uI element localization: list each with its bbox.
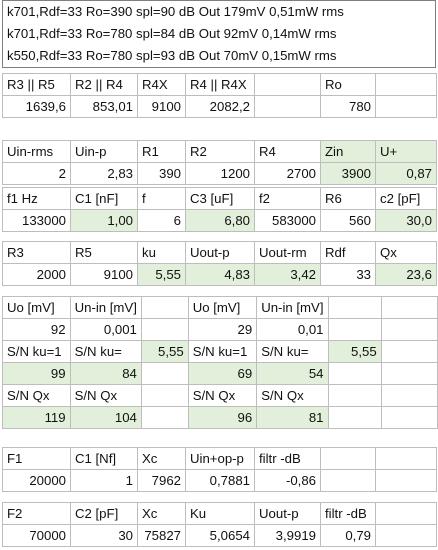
cell[interactable]: R3 [3,242,71,264]
table-row [3,297,438,319]
cell[interactable]: S/N Qx [3,385,71,407]
cell[interactable] [255,74,321,96]
cell[interactable]: 0,7881 [186,470,255,492]
table-row [3,242,437,264]
cell[interactable]: 7962 [138,470,186,492]
cell[interactable]: 5,0654 [186,525,255,547]
cell[interactable]: 3,9919 [255,525,321,547]
cell[interactable]: Uout-p [186,242,255,264]
cell[interactable]: 4,83 [186,264,255,286]
cell[interactable]: filtr -dB [321,503,376,525]
cell[interactable]: S/N ku=1 [3,341,71,363]
cell[interactable]: 30 [71,525,138,547]
cell[interactable]: 92 [3,319,71,341]
cell[interactable]: 70000 [3,525,71,547]
cell[interactable] [381,297,437,319]
cell[interactable]: U+ [376,141,437,163]
cell[interactable]: S/N Qx [188,385,257,407]
table-gain [2,241,437,286]
cell[interactable]: R1 [138,141,186,163]
cell[interactable] [381,319,437,341]
cell[interactable]: 2700 [255,163,321,185]
cell[interactable] [381,385,437,407]
cell[interactable]: F2 [3,503,71,525]
cell[interactable] [141,407,188,429]
table-row [3,525,437,547]
table-row [3,264,437,286]
cell[interactable]: 6 [138,210,186,232]
cell[interactable] [141,319,188,341]
cell[interactable]: -0,86 [255,470,321,492]
cell[interactable]: R3 || R5 [3,74,71,96]
cell[interactable]: f [138,188,186,210]
cell[interactable]: R4 [255,141,321,163]
table-row [3,407,438,429]
cell[interactable]: 3,42 [255,264,321,286]
cell[interactable]: 33 [321,264,376,286]
cell[interactable]: R6 [321,188,376,210]
table-row [3,141,437,163]
cell[interactable]: 9100 [138,96,186,118]
text-line-3[interactable]: k550,Rdf=33 Ro=780 spl=93 dB Out 70mV 0,15mW rms [7,48,337,63]
cell[interactable]: 119 [3,407,71,429]
cell[interactable]: S/N ku= [257,341,328,363]
table-row [3,74,437,96]
cell[interactable]: Uo [mV] [3,297,71,319]
cell[interactable]: Xc [138,503,186,525]
cell[interactable]: R5 [71,242,138,264]
cell[interactable]: Qx [376,242,437,264]
cell[interactable]: 3900 [321,163,376,185]
cell[interactable]: R4 || R4X [186,74,255,96]
cell[interactable]: 5,55 [138,264,186,286]
cell[interactable]: Un-in [mV] [257,297,328,319]
cell[interactable]: 2000 [3,264,71,286]
cell[interactable]: 560 [321,210,376,232]
cell[interactable]: R2 [186,141,255,163]
table-f1-filter [2,447,437,492]
cell[interactable] [376,470,437,492]
cell[interactable]: 2,83 [71,163,138,185]
cell[interactable]: 133000 [3,210,71,232]
cell[interactable]: 30,0 [376,210,437,232]
table-row [3,96,437,118]
cell[interactable]: S/N ku=1 [188,341,257,363]
cell[interactable] [376,74,437,96]
cell[interactable]: ku [138,242,186,264]
table-row [3,341,438,363]
cell[interactable]: S/N Qx [70,385,141,407]
cell[interactable]: S/N ku= [70,341,141,363]
cell[interactable] [141,297,188,319]
cell[interactable]: 9100 [71,264,138,286]
text-line-1[interactable]: k701,Rdf=33 Ro=390 spl=90 dB Out 179mV 0,51mW rms [7,4,344,19]
cell[interactable] [376,525,437,547]
cell[interactable] [376,448,437,470]
cell[interactable]: C2 [pF] [71,503,138,525]
cell[interactable]: 2082,2 [186,96,255,118]
cell[interactable] [328,363,381,385]
cell[interactable]: 0,79 [321,525,376,547]
cell[interactable]: 1,00 [71,210,138,232]
cell[interactable]: 1200 [186,163,255,185]
cell[interactable]: R4X [138,74,186,96]
cell[interactable] [328,407,381,429]
cell[interactable]: Uo [mV] [188,297,257,319]
cell[interactable]: 5,55 [141,341,188,363]
cell[interactable]: 0,87 [376,163,437,185]
cell[interactable] [381,363,437,385]
cell[interactable]: F1 [3,448,71,470]
cell[interactable] [328,385,381,407]
cell[interactable]: Ro [321,74,376,96]
cell[interactable]: Rdf [321,242,376,264]
table-row [3,385,438,407]
cell[interactable]: 583000 [255,210,321,232]
table-row [3,319,438,341]
cell[interactable]: 54 [257,363,328,385]
cell[interactable] [381,341,437,363]
cell[interactable]: Uout-p [255,503,321,525]
cell[interactable] [376,503,437,525]
cell[interactable]: 20000 [3,470,71,492]
cell[interactable]: 0,001 [70,319,141,341]
cell[interactable]: R2 || R4 [71,74,138,96]
cell[interactable]: 96 [188,407,257,429]
cell[interactable] [321,448,376,470]
cell[interactable]: 104 [70,407,141,429]
cell[interactable] [381,407,437,429]
cell[interactable]: f2 [255,188,321,210]
cell[interactable]: Uout-rm [255,242,321,264]
cell[interactable] [141,363,188,385]
cell[interactable] [321,470,376,492]
cell[interactable]: Zin [321,141,376,163]
cell[interactable]: 0,01 [257,319,328,341]
cell[interactable]: 23,6 [376,264,437,286]
cell[interactable]: 75827 [138,525,186,547]
cell[interactable]: C3 [uF] [186,188,255,210]
cell[interactable]: 6,80 [186,210,255,232]
table-row [3,163,437,185]
cell[interactable]: 853,01 [71,96,138,118]
table-row [3,363,438,385]
cell[interactable]: 81 [257,407,328,429]
cell[interactable]: 780 [321,96,376,118]
cell[interactable]: filtr -dB [255,448,321,470]
table-signal-noise [2,296,438,429]
cell[interactable]: Uin+op-p [186,448,255,470]
cell[interactable]: 1 [71,470,138,492]
cell[interactable]: C1 [Nf] [71,448,138,470]
table-row [3,188,437,210]
cell[interactable]: f1 Hz [3,188,71,210]
cell[interactable]: C1 [nF] [71,188,138,210]
cell[interactable]: 84 [70,363,141,385]
cell[interactable]: 1639,6 [3,96,71,118]
cell[interactable]: Uin-rms [3,141,71,163]
cell[interactable] [328,319,381,341]
cell[interactable]: 99 [3,363,71,385]
cell[interactable]: 390 [138,163,186,185]
table-row [3,470,437,492]
cell[interactable]: S/N Qx [257,385,328,407]
table-filter-components [2,187,437,232]
table-row [3,503,437,525]
table-row [3,210,437,232]
cell[interactable]: 69 [188,363,257,385]
cell[interactable] [255,96,321,118]
cell[interactable]: Uin-p [71,141,138,163]
cell[interactable]: c2 [pF] [376,188,437,210]
cell[interactable]: 5,55 [328,341,381,363]
cell[interactable]: Xc [138,448,186,470]
text-line-2[interactable]: k701,Rdf=33 Ro=780 spl=84 dB Out 92mV 0,14mW rms [7,26,337,41]
cell[interactable] [328,297,381,319]
table-row [3,448,437,470]
cell[interactable]: 2 [3,163,71,185]
cell[interactable] [141,385,188,407]
cell[interactable] [376,96,437,118]
table-output-resistance [2,73,437,118]
cell[interactable]: 29 [188,319,257,341]
cell[interactable]: Un-in [mV] [70,297,141,319]
table-f2-filter [2,502,437,547]
table-input-impedance [2,140,437,185]
cell[interactable]: Ku [186,503,255,525]
